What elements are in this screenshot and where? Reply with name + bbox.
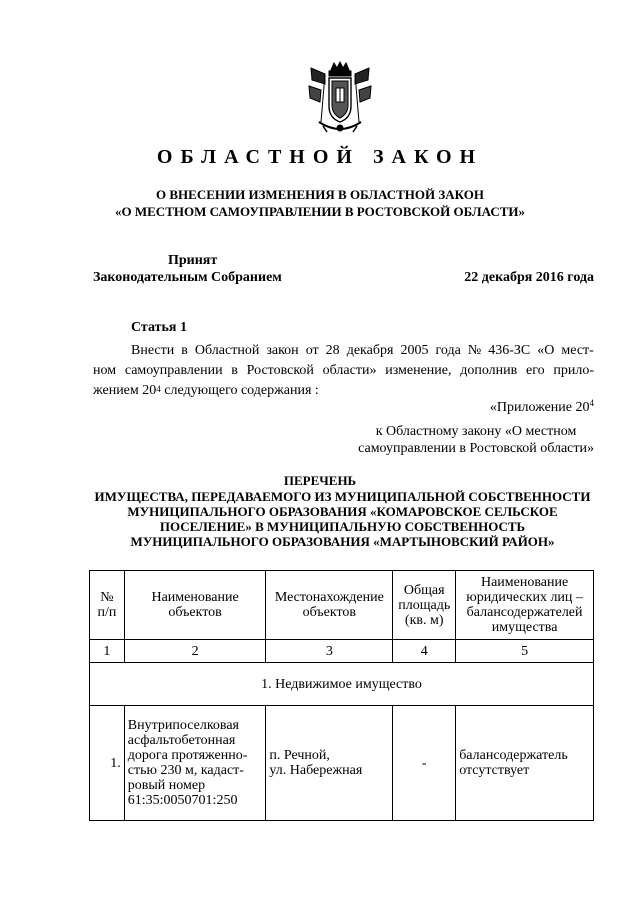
article-word: 436-ЗС [488, 343, 531, 358]
law-title: ОБЛАСТНОЙ ЗАКОН [156, 146, 484, 168]
adoption-date: 22 декабря 2016 года [464, 270, 594, 285]
cell-line: стью 230 м, кадаст- [127, 763, 244, 778]
header-text: (кв. м) [404, 612, 444, 628]
list-subtitle-line: МУНИЦИПАЛЬНОГО ОБРАЗОВАНИЯ «МАРТЫНОВСКИЙ РАЙОН» [130, 534, 555, 549]
column-number: 4 [393, 640, 456, 663]
article-word: дополнив [460, 363, 518, 378]
list-subtitle [70, 489, 615, 549]
header-text: объектов [302, 605, 357, 620]
cell-line: Внутрипоселковая [127, 718, 239, 733]
header-text: Местонахождение [274, 590, 384, 605]
article-line3-end: следующего содержания : [160, 383, 319, 398]
header-text: Наименование [480, 575, 569, 590]
article-word: изменение, [385, 363, 452, 378]
article-word: Ростовской [246, 363, 314, 378]
appendix-title-text: «Приложение 20 [489, 400, 590, 415]
article-word: ном [93, 363, 117, 378]
cell-line: асфальтобетонная [127, 733, 236, 748]
header-cell-name [124, 571, 266, 640]
column-number: 3 [266, 640, 393, 663]
cell-line: п. Речной, [269, 748, 330, 763]
article-word: в [181, 343, 188, 358]
header-text: балансодержателей [466, 605, 583, 620]
row-holder [456, 706, 594, 821]
article-word: в [231, 363, 238, 378]
list-subtitle-line: МУНИЦИПАЛЬНОГО ОБРАЗОВАНИЯ «КОМАРОВСКОЕ СЕЛЬСКОЕ [127, 504, 558, 519]
article-word: 28 [325, 343, 340, 358]
law-subtitle-line-2: «О МЕСТНОМ САМОУПРАВЛЕНИИ В РОСТОВСКОЙ ОБЛАСТИ» [115, 204, 525, 219]
header-text: Общая [403, 582, 445, 598]
list-subtitle-line: ПОСЕЛЕНИЕ» В МУНИЦИПАЛЬНУЮ СОБСТВЕННОСТЬ [159, 519, 526, 534]
column-number: 1 [90, 640, 125, 663]
article-body-line-3 [93, 381, 594, 401]
cell-line: ул. Набережная [269, 763, 363, 778]
row-location [266, 706, 393, 821]
article-word: № [467, 343, 482, 358]
article-body-line-2 [93, 361, 594, 381]
adopted-label: Принят [168, 253, 218, 268]
article-word: области» [322, 363, 377, 378]
cell-line: ровый номер [127, 778, 206, 793]
header-text: п/п [97, 605, 117, 620]
article-line3-start: жением 20 [93, 383, 157, 398]
article-heading: Статья 1 [131, 320, 187, 335]
table-row [90, 706, 594, 821]
header-text: № [100, 590, 114, 605]
section-row [90, 663, 594, 706]
article-word: Внести [131, 343, 175, 358]
article-body [93, 341, 594, 401]
header-text: имущества [491, 620, 558, 635]
article-word: закон [266, 343, 299, 358]
header-cell-number [90, 571, 125, 640]
adopted-by: Законодательным Собранием [93, 270, 282, 285]
table-header-row [90, 571, 594, 640]
header-cell-area [393, 571, 456, 640]
assets-table [89, 570, 594, 821]
law-subtitle-line-1: О ВНЕСЕНИИ ИЗМЕНЕНИЯ В ОБЛАСТНОЙ ЗАКОН [156, 187, 484, 202]
header-text: площадь [398, 597, 451, 613]
list-subtitle-line: ИМУЩЕСТВА, ПЕРЕДАВАЕМОГО ИЗ МУНИЦИПАЛЬНОЙ СОБСТВЕННОСТИ [94, 489, 591, 504]
appendix-reference [358, 423, 594, 457]
row-number: 1. [90, 706, 125, 821]
article-word: года [435, 343, 461, 358]
article-word: Областной [194, 343, 260, 358]
article-line3-superscript: 4 [156, 384, 161, 394]
article-word: его [526, 363, 545, 378]
coat-of-arms-icon [305, 60, 375, 136]
cell-line: отсутствует [459, 763, 530, 778]
header-text: юридических лиц – [466, 590, 583, 605]
column-number: 5 [456, 640, 594, 663]
cell-line: дорога протяженно- [127, 748, 248, 763]
article-body-line-1 [93, 341, 594, 361]
article-word: самоуправлении [124, 363, 223, 378]
row-area: - [393, 706, 456, 821]
article-word: декабря [346, 343, 394, 358]
cell-line: 61:35:0050701:250 [127, 793, 238, 808]
article-word: мест- [561, 343, 594, 358]
article-word: 2005 [400, 343, 429, 358]
article-word: прило- [553, 363, 594, 378]
article-word: «О [537, 343, 555, 358]
row-object-name [124, 706, 266, 821]
header-text: объектов [168, 605, 222, 620]
appendix-title-superscript: 4 [589, 398, 594, 408]
header-text: Наименование [151, 590, 239, 605]
cell-line: балансодержатель [459, 748, 568, 763]
column-number-row [90, 640, 594, 663]
header-cell-holder [456, 571, 594, 640]
appendix-ref-line-1: к Областному закону «О местном [375, 424, 577, 439]
list-title: ПЕРЕЧЕНЬ [283, 473, 357, 488]
appendix-title [490, 400, 594, 416]
appendix-ref-line-2: самоуправлении в Ростовской области» [358, 441, 594, 456]
column-number: 2 [124, 640, 266, 663]
article-word: от [305, 343, 319, 358]
section-heading: 1. Недвижимое имущество [90, 663, 594, 706]
header-cell-location [266, 571, 393, 640]
